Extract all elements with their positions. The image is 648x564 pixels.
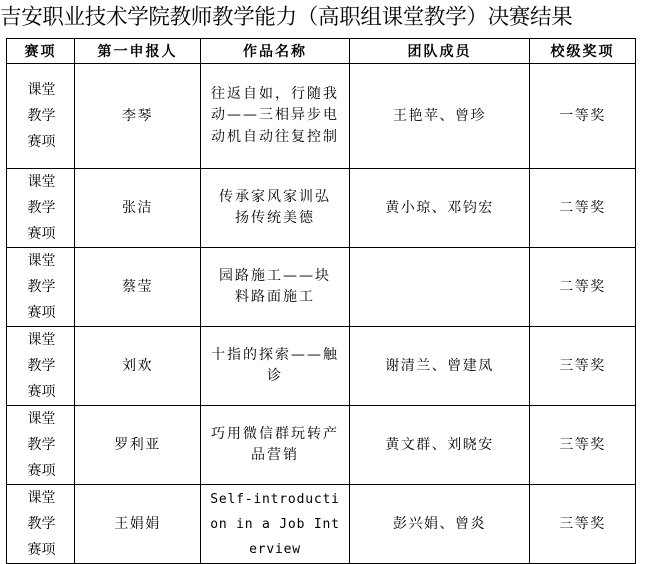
applicant-cell: 蔡莹 bbox=[75, 248, 201, 327]
work-cell: 传承家风家训弘扬传统美德 bbox=[201, 169, 350, 248]
applicant-cell: 罗利亚 bbox=[75, 406, 201, 485]
event-cell: 课堂教学赛项 bbox=[7, 406, 75, 485]
work-cell: Self-introduction in a Job Interview bbox=[201, 485, 350, 564]
table-row bbox=[7, 327, 636, 406]
award-cell: 一等奖 bbox=[530, 64, 636, 169]
team-cell: 彭兴娟、曾炎 bbox=[350, 485, 530, 564]
award-cell: 三等奖 bbox=[530, 406, 636, 485]
work-cell: 十指的探索——触诊 bbox=[201, 327, 350, 406]
award-cell: 三等奖 bbox=[530, 485, 636, 564]
team-cell: 谢清兰、曾建凤 bbox=[350, 327, 530, 406]
header-work: 作品名称 bbox=[201, 39, 350, 64]
work-cell: 园路施工——块料路面施工 bbox=[201, 248, 350, 327]
header-applicant: 第一申报人 bbox=[75, 39, 201, 64]
team-cell: 王艳苹、曾珍 bbox=[350, 64, 530, 169]
table-row bbox=[7, 169, 636, 248]
header-event: 赛项 bbox=[7, 39, 75, 64]
applicant-cell: 张洁 bbox=[75, 169, 201, 248]
applicant-cell: 刘欢 bbox=[75, 327, 201, 406]
event-cell: 课堂教学赛项 bbox=[7, 485, 75, 564]
event-cell: 课堂教学赛项 bbox=[7, 169, 75, 248]
event-cell: 课堂教学赛项 bbox=[7, 64, 75, 169]
event-cell: 课堂教学赛项 bbox=[7, 327, 75, 406]
award-cell: 二等奖 bbox=[530, 169, 636, 248]
table-row bbox=[7, 406, 636, 485]
table-row bbox=[7, 485, 636, 564]
award-cell: 二等奖 bbox=[530, 248, 636, 327]
event-cell: 课堂教学赛项 bbox=[7, 248, 75, 327]
results-table bbox=[6, 38, 636, 564]
document-title: 吉安职业技术学院教师教学能力（高职组课堂教学）决赛结果 bbox=[0, 5, 573, 30]
team-cell bbox=[350, 248, 530, 327]
work-cell: 往返自如，行随我动——三相异步电动机自动往复控制 bbox=[201, 64, 350, 169]
header-award: 校级奖项 bbox=[530, 39, 636, 64]
team-cell: 黄文群、刘晓安 bbox=[350, 406, 530, 485]
table-header-row bbox=[7, 39, 636, 64]
work-cell: 巧用微信群玩转产品营销 bbox=[201, 406, 350, 485]
award-cell: 三等奖 bbox=[530, 327, 636, 406]
applicant-cell: 李琴 bbox=[75, 64, 201, 169]
header-team: 团队成员 bbox=[350, 39, 530, 64]
team-cell: 黄小琼、邓钧宏 bbox=[350, 169, 530, 248]
applicant-cell: 王娟娟 bbox=[75, 485, 201, 564]
table-row bbox=[7, 248, 636, 327]
table-row bbox=[7, 64, 636, 169]
